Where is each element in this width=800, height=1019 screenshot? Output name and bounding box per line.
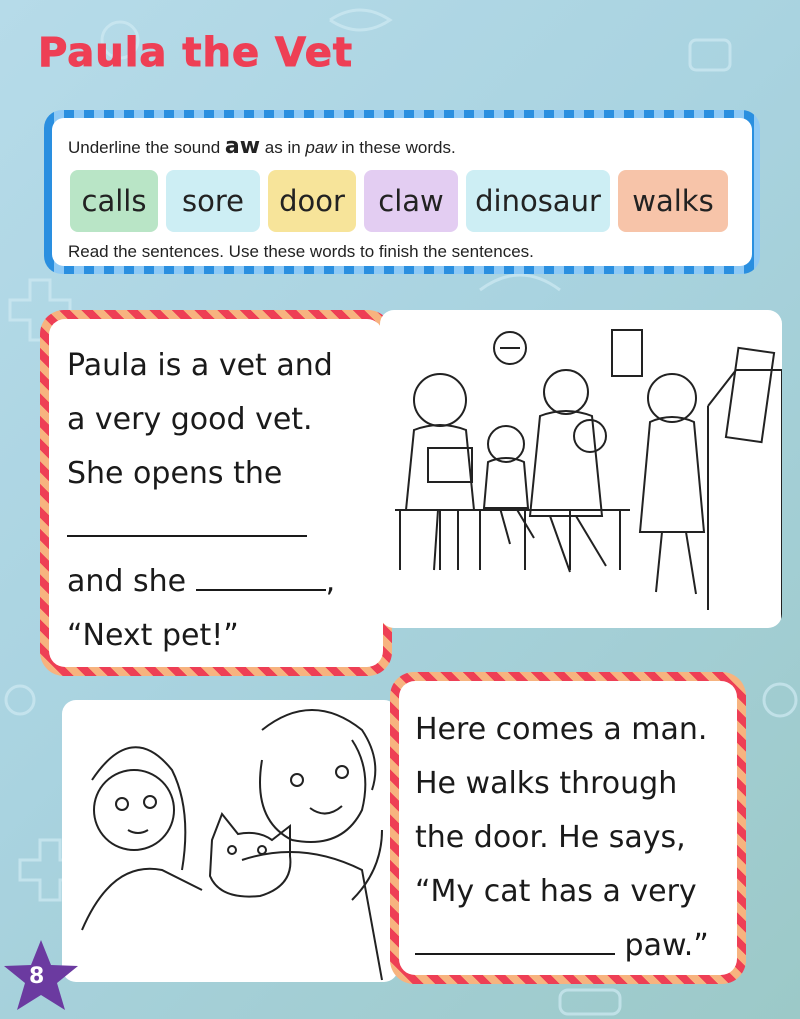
example-word: paw bbox=[305, 138, 337, 157]
word-card[interactable]: door bbox=[268, 170, 356, 232]
story-box-1: Paula is a vet and a very good vet. She opens the and she , “Next pet!” bbox=[40, 310, 392, 676]
answer-blank[interactable] bbox=[67, 501, 307, 537]
story-line: the door. He says, bbox=[415, 820, 686, 855]
word-card[interactable]: sore bbox=[166, 170, 260, 232]
story-line: “Next pet!” bbox=[67, 618, 239, 653]
story-line: a very good vet. bbox=[67, 402, 313, 437]
story-line: Here comes a man. bbox=[415, 712, 708, 747]
answer-blank[interactable] bbox=[196, 555, 326, 591]
word-card[interactable]: calls bbox=[70, 170, 158, 232]
story-line: “My cat has a very bbox=[415, 874, 697, 909]
instruction-text: Underline the sound aw as in paw in these words. bbox=[68, 134, 456, 159]
story-line: Paula is a vet and bbox=[67, 348, 333, 383]
story-line: She opens the bbox=[67, 456, 283, 491]
target-sound: aw bbox=[224, 134, 261, 159]
answer-blank[interactable] bbox=[415, 919, 615, 955]
story-line: He walks through bbox=[415, 766, 678, 801]
instruction-box bbox=[44, 110, 760, 274]
story-box-2: Here comes a man. He walks through the door. He says, “My cat has a very paw.” bbox=[390, 672, 746, 984]
page-number: 8 bbox=[29, 964, 45, 989]
waiting-room-illustration bbox=[380, 310, 782, 628]
man-with-cat-illustration bbox=[62, 700, 398, 982]
word-card[interactable]: walks bbox=[618, 170, 728, 232]
word-card[interactable]: dinosaur bbox=[466, 170, 610, 232]
story-line: and she bbox=[67, 564, 187, 599]
instruction-text-2: Read the sentences. Use these words to finish the sentences. bbox=[68, 242, 534, 261]
word-card[interactable]: claw bbox=[364, 170, 458, 232]
word-bank bbox=[70, 170, 728, 232]
page-title: Paula the Vet bbox=[38, 30, 354, 76]
